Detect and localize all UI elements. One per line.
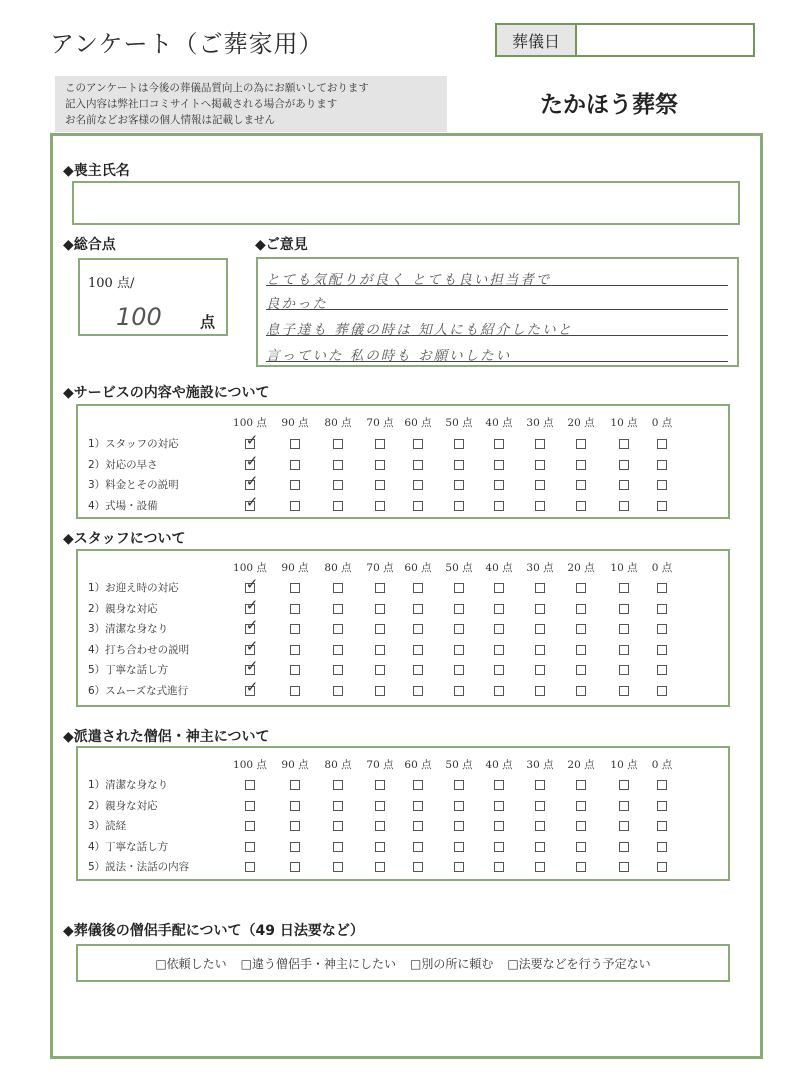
- rating-checkbox[interactable]: [576, 645, 586, 655]
- rating-checkbox[interactable]: [245, 780, 255, 790]
- rating-checkbox[interactable]: [657, 439, 667, 449]
- rating-checkbox[interactable]: [657, 780, 667, 790]
- rating-row-label: 1）清潔な身なり: [88, 779, 169, 791]
- rating-checkbox[interactable]: [413, 583, 423, 593]
- rating-checkbox[interactable]: [619, 665, 629, 675]
- rating-checkbox[interactable]: [290, 665, 300, 675]
- rating-checkbox[interactable]: [535, 645, 545, 655]
- rating-checkbox[interactable]: [657, 604, 667, 614]
- rating-checkbox[interactable]: [576, 439, 586, 449]
- rating-checkbox[interactable]: [535, 842, 545, 852]
- rating-checkbox[interactable]: [619, 501, 629, 511]
- rating-checkbox[interactable]: [333, 821, 343, 831]
- rating-checkbox[interactable]: [657, 480, 667, 490]
- score-column-header: 80 点: [324, 562, 352, 574]
- rating-checkbox[interactable]: [657, 583, 667, 593]
- rating-checkbox[interactable]: [619, 842, 629, 852]
- rating-checkbox[interactable]: [413, 604, 423, 614]
- score-column-header: 100 点: [233, 759, 267, 771]
- notice-box: [55, 76, 447, 132]
- rating-checkbox[interactable]: [333, 604, 343, 614]
- rating-checkbox[interactable]: [494, 583, 504, 593]
- rating-checkbox[interactable]: [413, 645, 423, 655]
- rating-checkbox[interactable]: [494, 604, 504, 614]
- rating-checkbox[interactable]: [494, 801, 504, 811]
- option-request[interactable]: □依頼したい: [155, 956, 227, 971]
- score-column-header: 40 点: [485, 417, 513, 429]
- rating-checkbox[interactable]: [494, 460, 504, 470]
- rating-checkbox[interactable]: [454, 821, 464, 831]
- rating-checkbox[interactable]: [535, 439, 545, 449]
- rating-checkbox[interactable]: [333, 686, 343, 696]
- mourner-name-field[interactable]: [72, 181, 740, 225]
- rating-checkbox[interactable]: [333, 624, 343, 634]
- rating-checkbox[interactable]: [576, 604, 586, 614]
- option-other-place[interactable]: □別の所に頼む: [410, 956, 494, 971]
- rating-checkbox[interactable]: [290, 460, 300, 470]
- rating-checkbox[interactable]: [413, 842, 423, 852]
- rating-row-label: 2）対応の早さ: [88, 458, 158, 471]
- rating-checkbox[interactable]: [454, 501, 464, 511]
- rating-checkbox[interactable]: [333, 583, 343, 593]
- rating-checkbox[interactable]: [413, 480, 423, 490]
- rating-checkbox[interactable]: [245, 862, 255, 872]
- score-column-header: 20 点: [567, 562, 595, 574]
- rating-checkbox[interactable]: [375, 480, 385, 490]
- score-column-header: 10 点: [610, 562, 638, 574]
- rating-checkbox[interactable]: [290, 480, 300, 490]
- rating-checkbox[interactable]: [245, 842, 255, 852]
- score-column-header: 20 点: [567, 759, 595, 771]
- rating-row-label: 3）読経: [88, 820, 127, 832]
- rating-checkbox[interactable]: [657, 501, 667, 511]
- score-column-header: 10 点: [610, 417, 638, 429]
- score-column-header: 100 点: [233, 417, 267, 429]
- rating-checkbox[interactable]: [375, 801, 385, 811]
- rating-checkbox[interactable]: [619, 801, 629, 811]
- rating-checkbox[interactable]: [413, 460, 423, 470]
- rating-checkbox[interactable]: [657, 842, 667, 852]
- rating-checkbox[interactable]: [454, 460, 464, 470]
- rating-checkbox[interactable]: [576, 862, 586, 872]
- rating-checkbox[interactable]: [619, 624, 629, 634]
- rating-checkbox[interactable]: [375, 583, 385, 593]
- rating-checkbox[interactable]: [494, 821, 504, 831]
- rating-checkbox[interactable]: [333, 501, 343, 511]
- funeral-date-label: 葬儀日: [497, 25, 577, 55]
- rating-checkbox[interactable]: [245, 821, 255, 831]
- rating-checkbox[interactable]: [494, 480, 504, 490]
- rating-checkbox[interactable]: [413, 665, 423, 675]
- rating-checkbox[interactable]: [375, 821, 385, 831]
- score-column-header: 20 点: [567, 417, 595, 429]
- score-column-header: 70 点: [366, 562, 394, 574]
- option-no-plan[interactable]: □法要などを行う予定ない: [507, 956, 651, 971]
- rating-checkbox[interactable]: [576, 780, 586, 790]
- rating-checkbox[interactable]: [454, 583, 464, 593]
- rating-row-label: 6）スムーズな式進行: [88, 684, 189, 697]
- rating-checkbox[interactable]: [657, 624, 667, 634]
- rating-checkbox[interactable]: [619, 821, 629, 831]
- check-mark-icon: ✓: [245, 575, 259, 593]
- overall-score-label: 100 点/: [88, 276, 135, 291]
- rating-checkbox[interactable]: [657, 821, 667, 831]
- rating-checkbox[interactable]: [535, 583, 545, 593]
- rating-checkbox[interactable]: [333, 780, 343, 790]
- rating-checkbox[interactable]: [657, 686, 667, 696]
- rating-checkbox[interactable]: [535, 624, 545, 634]
- score-column-header: 0 点: [651, 417, 673, 429]
- score-column-header: 30 点: [526, 759, 554, 771]
- rating-checkbox[interactable]: [657, 460, 667, 470]
- score-column-header: 50 点: [445, 562, 473, 574]
- rating-checkbox[interactable]: [619, 439, 629, 449]
- rating-checkbox[interactable]: [290, 686, 300, 696]
- rating-checkbox[interactable]: [290, 583, 300, 593]
- rating-checkbox[interactable]: [375, 604, 385, 614]
- rating-checkbox[interactable]: [333, 439, 343, 449]
- overall-score-heading: ◆総合点: [63, 237, 116, 253]
- staff-section-heading: ◆スタッフについて: [63, 531, 186, 547]
- rating-checkbox[interactable]: [290, 439, 300, 449]
- rating-checkbox[interactable]: [290, 862, 300, 872]
- score-column-header: 70 点: [366, 417, 394, 429]
- rating-checkbox[interactable]: [290, 780, 300, 790]
- rating-checkbox[interactable]: [657, 665, 667, 675]
- score-column-header: 30 点: [526, 417, 554, 429]
- rating-checkbox[interactable]: [454, 624, 464, 634]
- rating-checkbox[interactable]: [333, 645, 343, 655]
- service-section-heading: ◆サービスの内容や施設について: [63, 385, 270, 401]
- rating-checkbox[interactable]: [494, 439, 504, 449]
- rating-row-label: 4）丁寧な話し方: [88, 840, 169, 853]
- score-column-header: 0 点: [651, 562, 673, 574]
- rating-checkbox[interactable]: [657, 801, 667, 811]
- rating-checkbox[interactable]: [619, 604, 629, 614]
- option-different-priest[interactable]: □違う僧侶手・神主にしたい: [240, 956, 396, 971]
- rating-checkbox[interactable]: [576, 801, 586, 811]
- rating-checkbox[interactable]: [454, 801, 464, 811]
- rating-checkbox[interactable]: [576, 686, 586, 696]
- rating-checkbox[interactable]: [413, 501, 423, 511]
- rating-checkbox[interactable]: [413, 862, 423, 872]
- score-column-header: 40 点: [485, 562, 513, 574]
- check-mark-icon: ✓: [245, 431, 259, 449]
- rating-checkbox[interactable]: [535, 821, 545, 831]
- opinion-line: 息子達も 葬儀の時は 知人にも紹介したいと: [266, 318, 728, 336]
- rating-checkbox[interactable]: [413, 821, 423, 831]
- rating-checkbox[interactable]: [535, 862, 545, 872]
- rating-checkbox[interactable]: [454, 604, 464, 614]
- rating-checkbox[interactable]: [576, 624, 586, 634]
- document-title: アンケート（ご葬家用）: [50, 30, 324, 58]
- rating-checkbox[interactable]: [413, 439, 423, 449]
- rating-row-label: 5）丁寧な話し方: [88, 664, 169, 676]
- check-mark-icon: ✓: [245, 636, 259, 655]
- rating-checkbox[interactable]: [375, 460, 385, 470]
- rating-checkbox[interactable]: [619, 460, 629, 470]
- score-column-header: 80 点: [324, 759, 352, 771]
- rating-checkbox[interactable]: [576, 665, 586, 675]
- rating-checkbox[interactable]: [619, 480, 629, 490]
- rating-checkbox[interactable]: [375, 501, 385, 511]
- rating-checkbox[interactable]: [454, 645, 464, 655]
- rating-checkbox[interactable]: [494, 624, 504, 634]
- rating-row-label: 2）親身な対応: [88, 799, 158, 812]
- after-funeral-heading: ◆葬儀後の僧侶手配について（49 日法要など）: [63, 923, 364, 939]
- rating-checkbox[interactable]: [375, 842, 385, 852]
- rating-checkbox[interactable]: [535, 801, 545, 811]
- rating-checkbox[interactable]: [535, 780, 545, 790]
- rating-checkbox[interactable]: [454, 686, 464, 696]
- company-name: たかほう葬祭: [540, 92, 678, 118]
- rating-checkbox[interactable]: [375, 862, 385, 872]
- score-column-header: 60 点: [404, 417, 432, 429]
- opinion-line: 良かった: [266, 292, 728, 310]
- rating-row-label: 2）親身な対応: [88, 602, 158, 615]
- score-column-header: 40 点: [485, 759, 513, 771]
- rating-row-label: 5）説法・法話の内容: [88, 861, 190, 873]
- opinion-heading: ◆ご意見: [255, 237, 308, 253]
- rating-checkbox[interactable]: [619, 862, 629, 872]
- rating-checkbox[interactable]: [454, 862, 464, 872]
- rating-checkbox[interactable]: [657, 862, 667, 872]
- score-column-header: 90 点: [281, 562, 309, 574]
- opinion-line: 言っていた 私の時も お願いしたい: [266, 344, 728, 362]
- rating-checkbox[interactable]: [494, 686, 504, 696]
- rating-checkbox[interactable]: [494, 780, 504, 790]
- score-column-header: 80 点: [324, 417, 352, 429]
- rating-row-label: 4）打ち合わせの説明: [88, 643, 190, 656]
- notice-line: 記入内容は弊社口コミサイトへ掲載される場合があります: [65, 98, 338, 110]
- rating-checkbox[interactable]: [333, 862, 343, 872]
- rating-checkbox[interactable]: [413, 686, 423, 696]
- check-mark-icon: ✓: [245, 677, 259, 696]
- check-mark-icon: ✓: [245, 492, 259, 511]
- rating-checkbox[interactable]: [333, 665, 343, 675]
- check-mark-icon: ✓: [245, 657, 259, 675]
- rating-checkbox[interactable]: [454, 665, 464, 675]
- score-column-header: 100 点: [233, 562, 267, 574]
- rating-checkbox[interactable]: [619, 780, 629, 790]
- check-mark-icon: ✓: [245, 451, 259, 470]
- score-column-header: 90 点: [281, 759, 309, 771]
- rating-checkbox[interactable]: [375, 665, 385, 675]
- rating-checkbox[interactable]: [657, 645, 667, 655]
- rating-checkbox[interactable]: [413, 801, 423, 811]
- overall-score-handwritten: 100: [116, 303, 162, 331]
- rating-checkbox[interactable]: [333, 480, 343, 490]
- rating-checkbox[interactable]: [290, 604, 300, 614]
- rating-checkbox[interactable]: [413, 780, 423, 790]
- rating-checkbox[interactable]: [290, 821, 300, 831]
- rating-checkbox[interactable]: [375, 624, 385, 634]
- rating-checkbox[interactable]: [494, 501, 504, 511]
- rating-checkbox[interactable]: [576, 583, 586, 593]
- score-column-header: 90 点: [281, 417, 309, 429]
- rating-checkbox[interactable]: [619, 686, 629, 696]
- rating-checkbox[interactable]: [576, 460, 586, 470]
- rating-row-label: 1）スタッフの対応: [88, 438, 179, 450]
- rating-checkbox[interactable]: [375, 686, 385, 696]
- rating-checkbox[interactable]: [494, 862, 504, 872]
- rating-checkbox[interactable]: [576, 480, 586, 490]
- rating-row-label: 3）料金とその説明: [88, 479, 179, 491]
- rating-checkbox[interactable]: [245, 801, 255, 811]
- rating-checkbox[interactable]: [535, 460, 545, 470]
- rating-checkbox[interactable]: [290, 842, 300, 852]
- notice-line: お名前などお客様の個人情報は記載しません: [65, 114, 275, 126]
- score-column-header: 10 点: [610, 759, 638, 771]
- rating-checkbox[interactable]: [413, 624, 423, 634]
- rating-checkbox[interactable]: [333, 801, 343, 811]
- score-column-header: 60 点: [404, 759, 432, 771]
- funeral-date-field[interactable]: [577, 25, 753, 55]
- score-column-header: 70 点: [366, 759, 394, 771]
- opinion-line: とても気配りが良く とても良い担当者で: [266, 268, 728, 286]
- priest-section-heading: ◆派遣された僧侶・神主について: [63, 729, 270, 745]
- score-column-header: 30 点: [526, 562, 554, 574]
- rating-checkbox[interactable]: [535, 665, 545, 675]
- rating-checkbox[interactable]: [494, 842, 504, 852]
- rating-checkbox[interactable]: [619, 583, 629, 593]
- rating-checkbox[interactable]: [535, 501, 545, 511]
- rating-checkbox[interactable]: [454, 480, 464, 490]
- score-column-header: 50 点: [445, 417, 473, 429]
- rating-checkbox[interactable]: [375, 780, 385, 790]
- rating-checkbox[interactable]: [494, 645, 504, 655]
- notice-line: このアンケートは今後の葬儀品質向上の為にお願いしております: [65, 82, 369, 94]
- rating-row-label: 4）式場・設備: [88, 499, 158, 512]
- score-column-header: 0 点: [651, 759, 673, 771]
- rating-checkbox[interactable]: [290, 501, 300, 511]
- rating-checkbox[interactable]: [375, 645, 385, 655]
- rating-checkbox[interactable]: [576, 821, 586, 831]
- rating-checkbox[interactable]: [535, 604, 545, 614]
- rating-checkbox[interactable]: [535, 480, 545, 490]
- rating-checkbox[interactable]: [576, 501, 586, 511]
- rating-row-label: 1）お迎え時の対応: [88, 582, 179, 594]
- rating-checkbox[interactable]: [454, 439, 464, 449]
- overall-score-unit: 点: [200, 313, 216, 331]
- mourner-name-heading: ◆喪主氏名: [63, 163, 130, 179]
- rating-checkbox[interactable]: [454, 842, 464, 852]
- rating-row-label: 3）清潔な身なり: [88, 623, 169, 635]
- rating-checkbox[interactable]: [494, 665, 504, 675]
- rating-checkbox[interactable]: [535, 686, 545, 696]
- funeral-date-box: [495, 23, 755, 57]
- check-mark-icon: ✓: [245, 472, 259, 490]
- rating-checkbox[interactable]: [333, 460, 343, 470]
- rating-checkbox[interactable]: [619, 645, 629, 655]
- rating-checkbox[interactable]: [290, 645, 300, 655]
- rating-checkbox[interactable]: [290, 624, 300, 634]
- after-funeral-options-box: [76, 944, 730, 982]
- check-mark-icon: ✓: [245, 595, 259, 614]
- rating-checkbox[interactable]: [576, 842, 586, 852]
- rating-checkbox[interactable]: [454, 780, 464, 790]
- score-column-header: 50 点: [445, 759, 473, 771]
- check-mark-icon: ✓: [245, 616, 259, 634]
- score-column-header: 60 点: [404, 562, 432, 574]
- rating-checkbox[interactable]: [375, 439, 385, 449]
- rating-checkbox[interactable]: [290, 801, 300, 811]
- rating-checkbox[interactable]: [333, 842, 343, 852]
